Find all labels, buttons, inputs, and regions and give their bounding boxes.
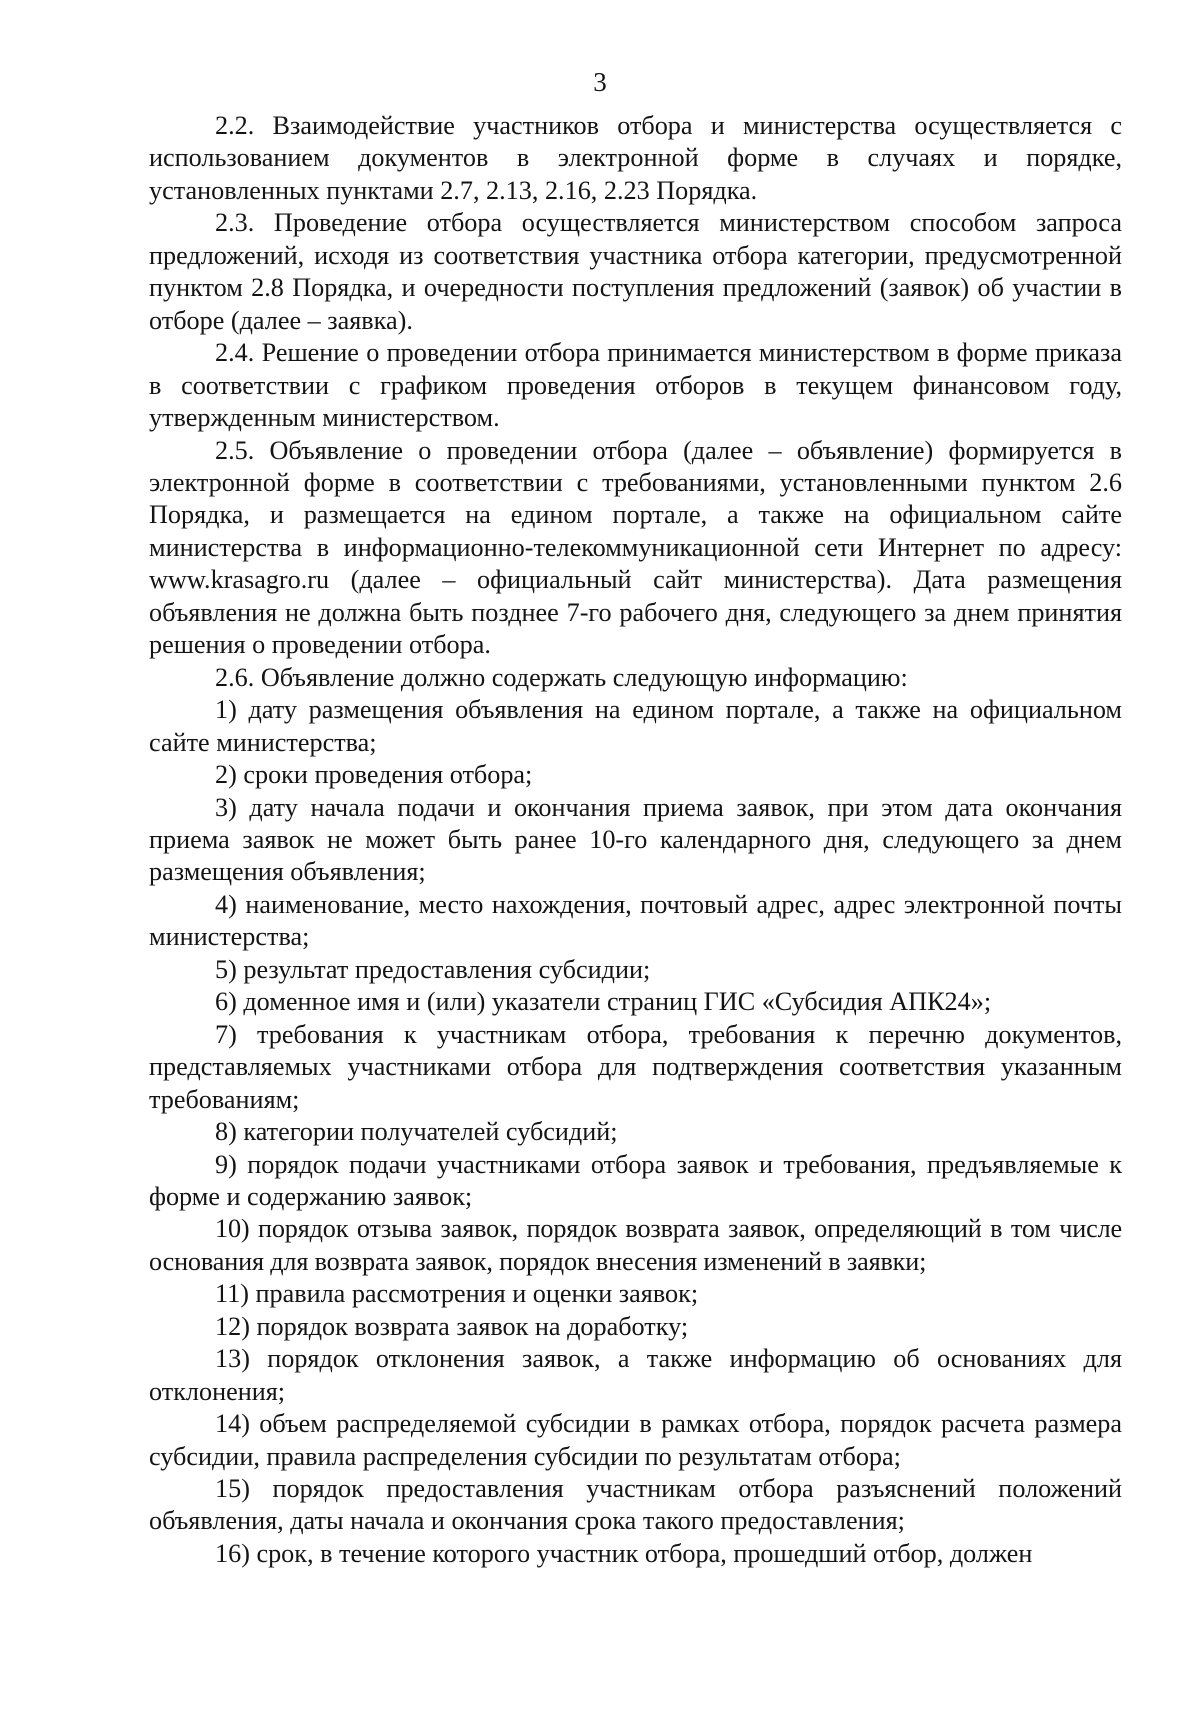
list-item-8: 8) категории получателей субсидий; bbox=[215, 1117, 618, 1147]
list-item-12: 12) порядок возврата заявок на доработку; bbox=[215, 1311, 689, 1341]
list-item-14: 14) объем распределяемой субсидии в рамках отбора, порядок расчета размера субсидии, правила распределения субсидии по результатам отбора; bbox=[149, 1409, 1122, 1471]
list-item-2: 2) сроки проведения отбора; bbox=[215, 760, 533, 790]
paragraph-2-4: 2.4. Решение о проведении отбора принимается министерством в форме приказа в соответствии с графиком проведения отборов в текущем финансовом году, утвержденным министерством. bbox=[149, 338, 1122, 433]
list-item-7: 7) требования к участникам отбора, требования к перечню документов, представляемых участниками отбора для подтверждения соответствия указанным требованиям; bbox=[149, 1019, 1122, 1114]
list-item-9: 9) порядок подачи участниками отбора заявок и требования, предъявляемые к форме и содержанию заявок; bbox=[149, 1149, 1122, 1211]
list-item-10: 10) порядок отзыва заявок, порядок возврата заявок, определяющий в том числе основания для возврата заявок, порядок внесения изменений в заявки; bbox=[149, 1214, 1122, 1276]
list-item-1: 1) дату размещения объявления на едином портале, а также на официальном сайте министерства; bbox=[149, 695, 1122, 757]
page-number: 3 bbox=[593, 67, 607, 97]
list-item-16: 16) срок, в течение которого участник отбора, прошедший отбор, должен bbox=[215, 1538, 1033, 1568]
paragraph-2-6: 2.6. Объявление должно содержать следующую информацию: bbox=[215, 662, 908, 692]
list-item-13: 13) порядок отклонения заявок, а также информацию об основаниях для отклонения; bbox=[149, 1344, 1122, 1406]
list-item-5: 5) результат предоставления субсидии; bbox=[215, 954, 651, 984]
paragraph-2-2: 2.2. Взаимодействие участников отбора и министерства осуществляется с использованием документов в электронной форме в случаях и порядке, установленных пунктами 2.7, 2.13, 2.16, 2.23 Порядка. bbox=[149, 111, 1122, 205]
paragraph-2-5: 2.5. Объявление о проведении отбора (далее – объявление) формируется в электронной форме в соответствии с требованиями, установленными пунктом 2.6 Порядка, и размещается на едином портале, а также на официальном сайте министерства в информационно-телекоммуникационной сети Интернет по адресу: www.krasagro.ru (далее – официальный сайт министерства). Дата размещения объявления не должна быть позднее 7-го рабочего дня, следующего за днем принятия решения о проведении отбора. bbox=[149, 435, 1122, 660]
list-item-15: 15) порядок предоставления участникам отбора разъяснений положений объявления, даты начала и окончания срока такого предоставления; bbox=[149, 1474, 1122, 1536]
document-body bbox=[149, 110, 1122, 1570]
list-item-4: 4) наименование, место нахождения, почтовый адрес, адрес электронной почты министерства; bbox=[149, 889, 1122, 952]
list-item-3: 3) дату начала подачи и окончания приема заявок, при этом дата окончания приема заявок не может быть ранее 10-го календарного дня, следующего за днем размещения объявления; bbox=[149, 792, 1122, 887]
list-item-11: 11) правила рассмотрения и оценки заявок; bbox=[215, 1279, 699, 1309]
list-item-6: 6) доменное имя и (или) указатели страниц ГИС «Субсидия АПК24»; bbox=[215, 987, 992, 1017]
paragraph-2-3: 2.3. Проведение отбора осуществляется министерством способом запроса предложений, исходя из соответствия участника отбора категории, предусмотренной пунктом 2.8 Порядка, и очередности поступления предложений (заявок) об участии в отборе (далее – заявка). bbox=[149, 208, 1122, 335]
